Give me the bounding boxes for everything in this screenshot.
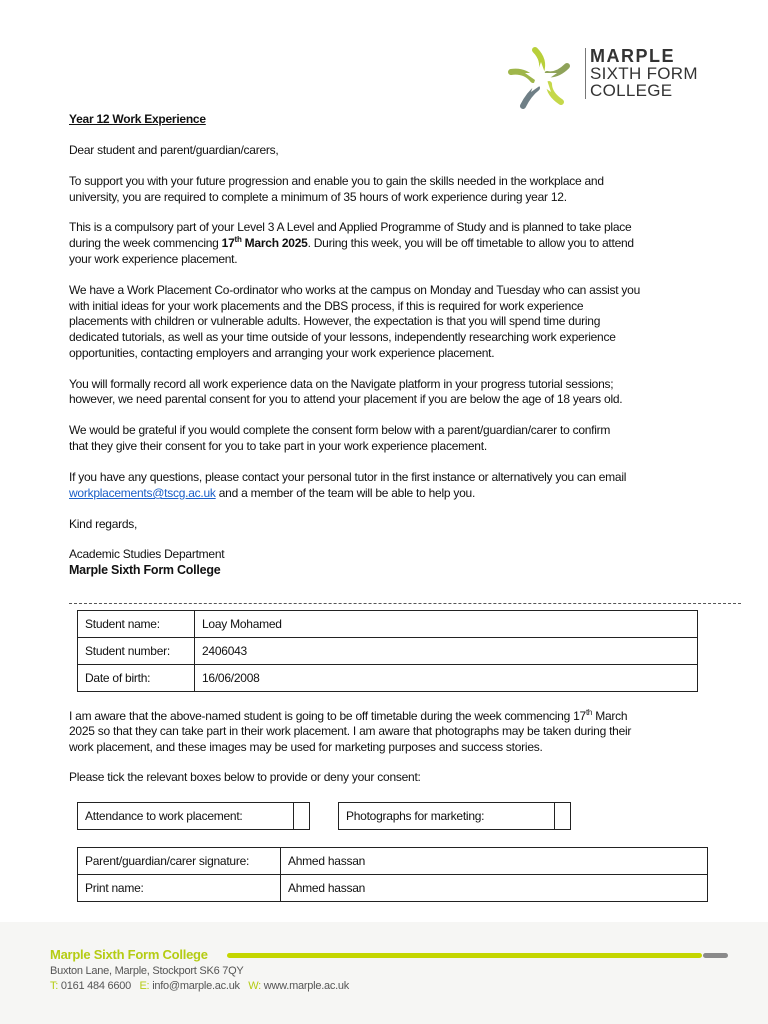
table-row <box>78 875 708 902</box>
footer-bar-divider <box>227 953 702 958</box>
logo-line-2: SIXTH FORM <box>590 64 698 83</box>
paragraph-line: 2025 so that they can take part in their work placement. I am aware that photographs may be taken during their <box>69 724 632 738</box>
paragraph-line: opportunities, contacting employers and arranging your work experience placement. <box>69 346 495 360</box>
text: I am aware that the above-named student is going to be off timetable during the week commencing 17 <box>69 709 586 723</box>
text: March <box>592 709 628 723</box>
signoff: Kind regards, <box>69 517 138 531</box>
paragraph-line: We have a Work Placement Co-ordinator who works at the campus on Monday and Tuesday who can assist you <box>69 283 641 297</box>
email-link[interactable]: workplacements@tscg.ac.uk <box>69 486 216 500</box>
footer-address: Buxton Lane, Marple, Stockport SK6 7QY <box>50 965 244 977</box>
label: Photographs for marketing: <box>339 803 555 830</box>
date-bold <box>222 236 308 250</box>
greeting: Dear student and parent/guardian/carers, <box>69 143 279 157</box>
phone-label: T: <box>50 980 59 992</box>
footer-email[interactable]: info@marple.ac.uk <box>152 980 240 992</box>
student-number-field[interactable]: 2406043 <box>195 638 698 665</box>
paragraph-line: To support you with your future progression and enable you to gain the skills needed in the workplace and <box>69 174 604 188</box>
paragraph-line: work placement, and these images may be used for marketing purposes and success stories. <box>69 740 543 754</box>
paragraph-line <box>69 236 634 251</box>
text: and a member of the team will be able to help you. <box>215 486 476 500</box>
print-name-field[interactable]: Ahmed hassan <box>281 875 708 902</box>
logo-line-1: MARPLE <box>590 46 675 66</box>
web-label: W: <box>248 980 261 992</box>
paragraph-line <box>69 486 475 501</box>
photos-checkbox[interactable] <box>555 803 571 830</box>
paragraph-line: If you have any questions, please contact your personal tutor in the first instance or alternatively you can email <box>69 470 627 484</box>
ordinal: th <box>585 708 593 717</box>
dob-field[interactable]: 16/06/2008 <box>195 665 698 692</box>
paragraph-line: We would be grateful if you would complete the consent form below with a parent/guardian/carer to confirm <box>69 423 611 437</box>
logo-line-3: COLLEGE <box>590 81 673 100</box>
cut-line-divider <box>69 603 741 604</box>
signature-field[interactable]: Ahmed hassan <box>281 848 708 875</box>
paragraph-line <box>69 709 627 724</box>
paragraph-line: This is a compulsory part of your Level 3 A Level and Applied Programme of Study and is planned to take place <box>69 220 632 234</box>
label: Attendance to work placement: <box>78 803 294 830</box>
paragraph-line: placements with children or vulnerable adults. However, the expectation is that you will spend time during <box>69 314 601 328</box>
student-name-field[interactable]: Loay Mohamed <box>195 611 698 638</box>
paragraph-line: with initial ideas for your work placements and the DBS process, if this is required for work experience <box>69 299 584 313</box>
paragraph-line: that they give their consent for you to take part in your work experience placement. <box>69 439 487 453</box>
paragraph-line: however, we need parental consent for you to attend your placement if you are below the age of 18 years old. <box>69 392 623 406</box>
paragraph-line: university, you are required to complete a minimum of 35 hours of work experience during year 12. <box>69 190 567 204</box>
phone: 0161 484 6600 <box>60 980 132 992</box>
email-label: E: <box>139 980 150 992</box>
attendance-checkbox[interactable] <box>294 803 310 830</box>
footer-bar-end-divider <box>703 953 728 958</box>
tick-prompt: Please tick the relevant boxes below to provide or deny your consent: <box>69 770 421 784</box>
photos-consent <box>338 802 571 830</box>
table-row <box>78 611 698 638</box>
footer-contacts <box>50 980 349 992</box>
date-month-year: March 2025 <box>241 236 308 250</box>
paragraph-line: dedicated tutorials, as well as your time outside of your lessons, independently researching work experience <box>69 330 616 344</box>
label: Student name: <box>78 611 195 638</box>
footer-college-name: Marple Sixth Form College <box>50 947 208 962</box>
label: Student number: <box>78 638 195 665</box>
paragraph-line: You will formally record all work experience data on the Navigate platform in your progress tutorial sessions; <box>69 377 614 391</box>
table-row <box>78 848 708 875</box>
label: Parent/guardian/carer signature: <box>78 848 281 875</box>
table-row <box>78 638 698 665</box>
paragraph-line: your work experience placement. <box>69 252 238 266</box>
label: Print name: <box>78 875 281 902</box>
student-details-table <box>77 610 698 692</box>
college-name: Marple Sixth Form College <box>69 563 221 577</box>
department: Academic Studies Department <box>69 547 225 561</box>
text: . During this week, you will be off timetable to allow you to attend <box>307 236 634 250</box>
table-row <box>78 665 698 692</box>
footer-website[interactable]: www.marple.ac.uk <box>263 980 350 992</box>
signature-table <box>77 847 708 902</box>
attendance-consent <box>77 802 310 830</box>
text: during the week commencing <box>69 236 222 250</box>
label: Date of birth: <box>78 665 195 692</box>
college-logo <box>505 42 705 114</box>
ordinal: th <box>234 235 242 244</box>
date-day: 17 <box>221 236 235 250</box>
document-title: Year 12 Work Experience <box>69 112 206 126</box>
star-logo-icon <box>505 42 577 114</box>
